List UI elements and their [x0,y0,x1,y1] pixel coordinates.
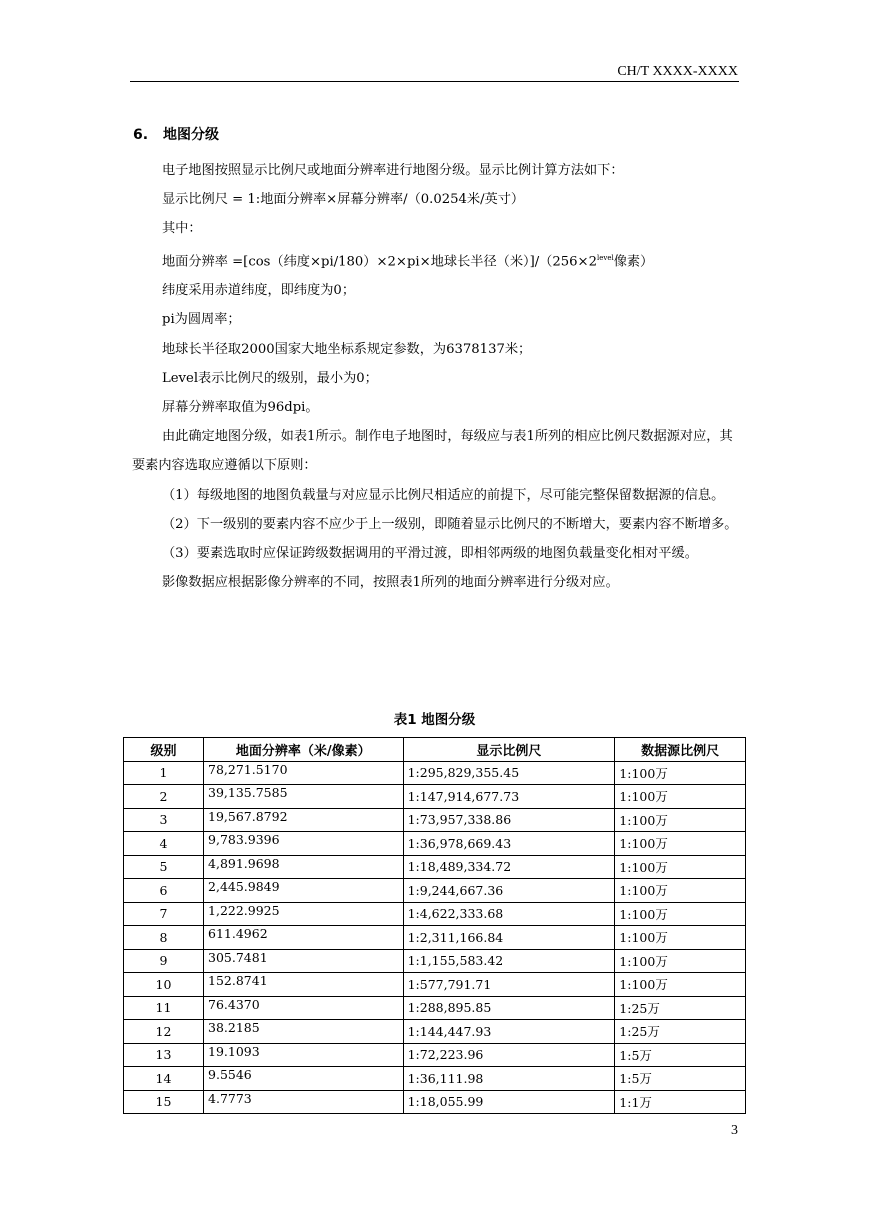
cell-display-scale: 1:4,622,333.68 [403,902,615,926]
cell-level: 14 [124,1067,204,1091]
cell-source-scale: 1:100万 [615,855,746,879]
table-caption: 表1 地图分级 [393,712,476,728]
paragraph-rule-1: （1）每级地图的地图负载量与对应显示比例尺相适应的前提下，尽可能完整保留数据源的信息。 [162,487,725,503]
cell-ground-resolution: 78,271.5170 [204,761,404,785]
cell-ground-resolution: 39,135.7585 [204,785,404,809]
cell-display-scale: 1:577,791.71 [403,973,615,997]
cell-level: 15 [124,1090,204,1114]
cell-source-scale: 1:100万 [615,832,746,856]
cell-ground-resolution: 4.7773 [204,1090,404,1114]
table-row [124,879,746,903]
section-title: 地图分级 [163,127,219,143]
paragraph-radius: 地球长半径取2000国家大地坐标系规定参数，为6378137米； [162,341,532,357]
paragraph-latitude: 纬度采用赤道纬度，即纬度为0； [162,283,356,299]
cell-source-scale: 1:25万 [615,996,746,1020]
cell-display-scale: 1:72,223.96 [403,1043,615,1067]
cell-source-scale: 1:1万 [615,1090,746,1114]
cell-ground-resolution: 19.1093 [204,1043,404,1067]
table-row [124,1043,746,1067]
cell-source-scale: 1:100万 [615,761,746,785]
paragraph-basis: 由此确定地图分级，如表1所示。制作电子地图时，每级应与表1所列的相应比例尺数据源对应，其要素内容选取应遵循以下原则： [132,429,733,474]
table-row [124,1067,746,1091]
cell-display-scale: 1:9,244,667.36 [403,879,615,903]
table-row [124,926,746,950]
table-row [124,949,746,973]
cell-source-scale: 1:100万 [615,902,746,926]
cell-level: 11 [124,996,204,1020]
cell-source-scale: 1:100万 [615,785,746,809]
cell-level: 13 [124,1043,204,1067]
cell-display-scale: 1:295,829,355.45 [403,761,615,785]
cell-level: 1 [124,761,204,785]
section-number: 6. [133,127,149,143]
cell-source-scale: 1:100万 [615,973,746,997]
cell-ground-resolution: 76.4370 [204,996,404,1020]
table-row [124,902,746,926]
cell-ground-resolution: 1,222.9925 [204,902,404,926]
cell-source-scale: 1:25万 [615,1020,746,1044]
cell-display-scale: 1:18,055.99 [403,1090,615,1114]
cell-ground-resolution: 9,783.9396 [204,832,404,856]
cell-ground-resolution: 152.8741 [204,973,404,997]
paragraph-pi: pi为圆周率； [162,312,241,328]
cell-level: 10 [124,973,204,997]
page-number: 3 [731,1123,738,1138]
column-header-source-scale: 数据源比例尺 [615,738,746,762]
header-divider [130,81,739,82]
cell-level: 4 [124,832,204,856]
column-header-display-scale: 显示比例尺 [403,738,615,762]
paragraph-screen: 屏幕分辨率取值为96dpi。 [162,400,319,416]
cell-display-scale: 1:288,895.85 [403,996,615,1020]
formula-res-sup: level [596,253,614,262]
table-header-row [124,738,746,762]
cell-display-scale: 1:18,489,334.72 [403,855,615,879]
cell-source-scale: 1:100万 [615,879,746,903]
cell-source-scale: 1:100万 [615,949,746,973]
cell-level: 6 [124,879,204,903]
paragraph-where: 其中： [162,221,202,237]
cell-level: 8 [124,926,204,950]
map-level-table [123,737,746,1114]
cell-ground-resolution: 38.2185 [204,1020,404,1044]
cell-source-scale: 1:100万 [615,808,746,832]
cell-display-scale: 1:36,978,669.43 [403,832,615,856]
cell-ground-resolution: 2,445.9849 [204,879,404,903]
table-row [124,1020,746,1044]
cell-ground-resolution: 9.5546 [204,1067,404,1091]
cell-ground-resolution: 305.7481 [204,949,404,973]
table-row [124,1090,746,1114]
paragraph-rule-2: （2）下一级别的要素内容不应少于上一级别，即随着显示比例尺的不断增大，要素内容不断增多。 [162,516,738,532]
formula-display-scale: 显示比例尺 = 1:地面分辨率×屏幕分辨率/（0.0254米/英寸） [162,192,525,208]
table-row [124,761,746,785]
table-row [124,996,746,1020]
cell-level: 7 [124,902,204,926]
formula-res-post: 像素） [613,254,654,269]
section-heading [133,124,219,144]
table-row [124,832,746,856]
paragraph-imagery: 影像数据应根据影像分辨率的不同，按照表1所列的地面分辨率进行分级对应。 [162,575,619,591]
cell-level: 12 [124,1020,204,1044]
cell-display-scale: 1:147,914,677.73 [403,785,615,809]
formula-res-pre: 地面分辨率 =[cos（纬度×pi/180）×2×pi×地球长半径（米）]/（256×2 [162,254,597,269]
formula-ground-resolution [132,244,742,277]
cell-display-scale: 1:1,155,583.42 [403,949,615,973]
document-code: CH/T XXXX-XXXX [617,64,738,79]
table-row [124,973,746,997]
cell-ground-resolution: 19,567.8792 [204,808,404,832]
cell-ground-resolution: 4,891.9698 [204,855,404,879]
cell-level: 2 [124,785,204,809]
table-row [124,855,746,879]
column-header-level: 级别 [124,738,204,762]
column-header-ground-resolution: 地面分辨率（米/像素） [204,738,404,762]
table-row [124,808,746,832]
paragraph-intro: 电子地图按照显示比例尺或地面分辨率进行地图分级。显示比例计算方法如下： [162,163,624,178]
cell-display-scale: 1:36,111.98 [403,1067,615,1091]
cell-level: 9 [124,949,204,973]
cell-level: 5 [124,855,204,879]
cell-display-scale: 1:73,957,338.86 [403,808,615,832]
cell-ground-resolution: 611.4962 [204,926,404,950]
table-body [124,761,746,1114]
table-row [124,785,746,809]
body-text [132,156,742,597]
cell-display-scale: 1:144,447.93 [403,1020,615,1044]
cell-source-scale: 1:5万 [615,1067,746,1091]
paragraph-rule-3: （3）要素选取时应保证跨级数据调用的平滑过渡，即相邻两级的地图负载量变化相对平缓。 [162,546,698,562]
cell-source-scale: 1:5万 [615,1043,746,1067]
cell-source-scale: 1:100万 [615,926,746,950]
paragraph-level: Level表示比例尺的级别，最小为0； [162,370,378,386]
cell-display-scale: 1:2,311,166.84 [403,926,615,950]
cell-level: 3 [124,808,204,832]
